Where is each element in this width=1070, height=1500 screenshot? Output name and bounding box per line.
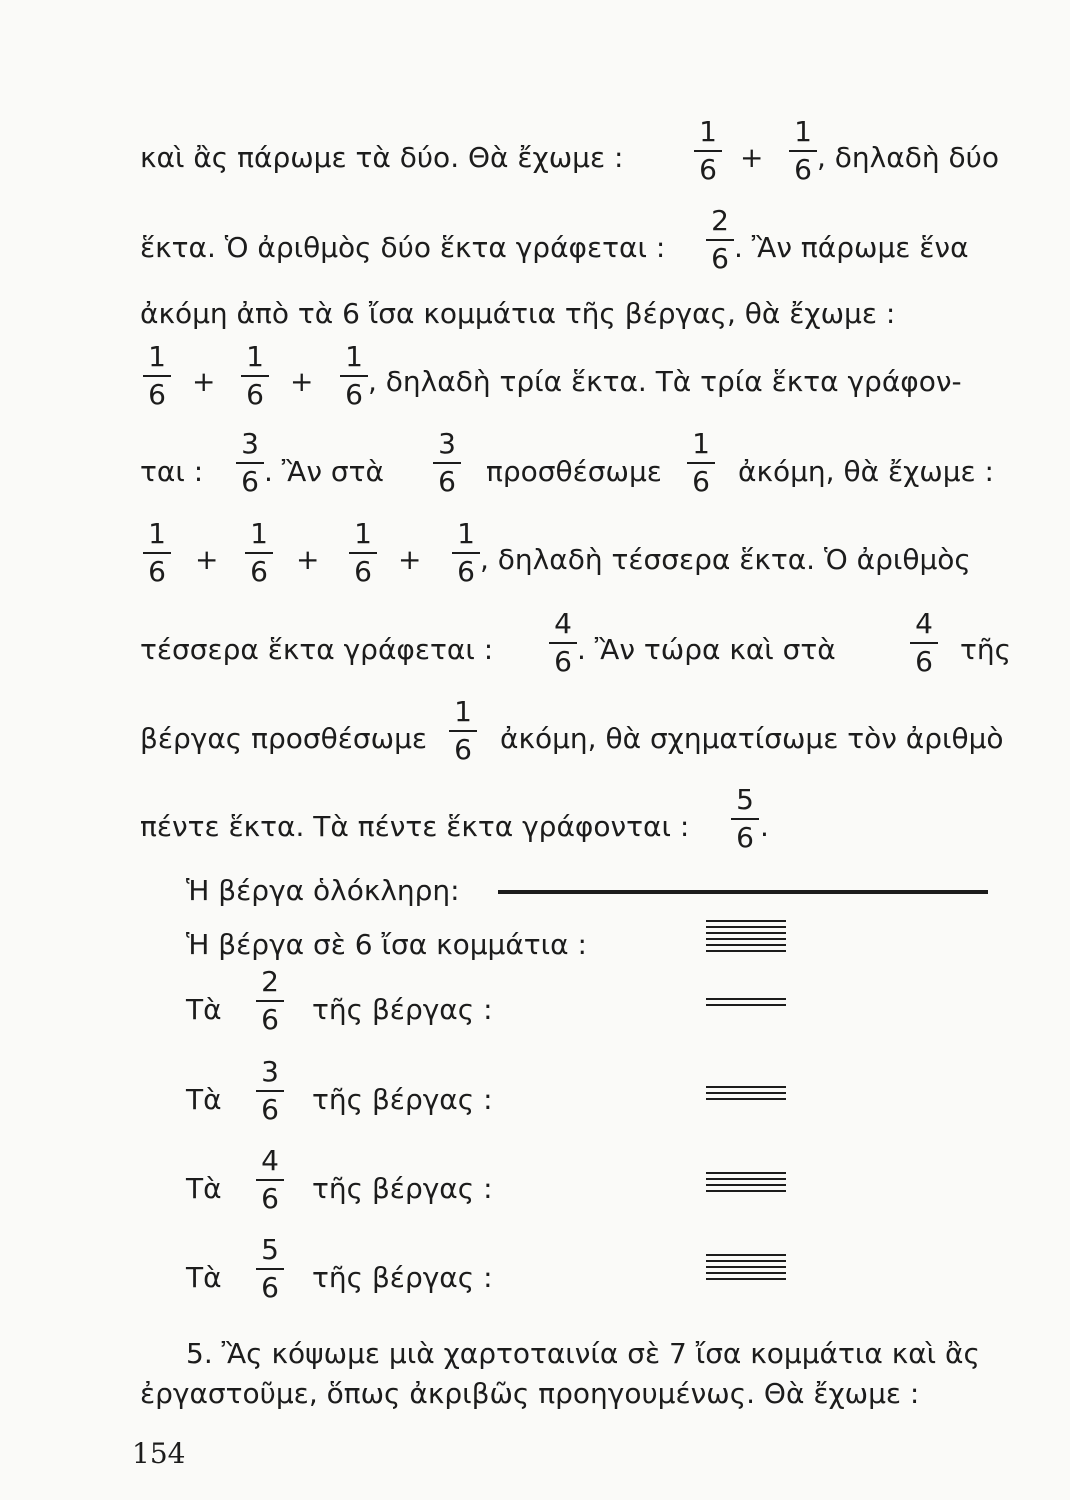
text-line-7a: τέσσερα ἕκτα γράφεται :: [140, 633, 494, 666]
fraction-2-6: 2 6: [706, 207, 734, 273]
legend-six-label: Ἡ βέργα σὲ 6 ἴσα κομμάτια :: [186, 928, 587, 961]
fraction-1-6: 1 6: [245, 520, 273, 586]
fraction-4-6: 4 6: [910, 610, 938, 676]
text-line-10: 5. Ἂς κόψωμε μιὰ χαρτοταινία σὲ 7 ἴσα κομμάτια καὶ ἂς: [186, 1337, 980, 1370]
text-line-9a: πέντε ἕκτα. Τὰ πέντε ἕκτα γράφονται :: [140, 810, 690, 843]
text-line-2b: . Ἂν πάρωμε ἕνα: [734, 231, 969, 264]
fraction-3-6: 3 6: [433, 430, 461, 496]
fraction-5-6: 5 6: [256, 1236, 284, 1302]
text-line-5b: . Ἂν στὰ: [264, 455, 384, 488]
rod-six-pieces: [706, 920, 786, 956]
rod-four-pieces: [706, 1172, 786, 1196]
fraction-1-6: 1 6: [789, 118, 817, 184]
text-line-1b: , δηλαδὴ δύο: [817, 141, 999, 174]
plus-sign: +: [296, 543, 320, 576]
rod-two-pieces: [706, 998, 786, 1010]
fraction-1-6: 1 6: [241, 343, 269, 409]
fraction-1-6: 1 6: [349, 520, 377, 586]
fraction-1-6: 1 6: [452, 520, 480, 586]
plus-sign: +: [195, 543, 219, 576]
whole-rod-bar: [498, 890, 988, 894]
fraction-1-6: 1 6: [143, 343, 171, 409]
legend-tis: τῆς βέργας :: [312, 1083, 493, 1116]
text-line-5d: ἀκόμη, θὰ ἔχωμε :: [738, 455, 994, 488]
fraction-1-6: 1 6: [340, 343, 368, 409]
plus-sign: +: [290, 365, 314, 398]
text-line-8b: ἀκόμη, θὰ σχηματίσωμε τὸν ἀριθμὸ: [500, 722, 1004, 755]
text-line-4: , δηλαδὴ τρία ἕκτα. Τὰ τρία ἕκτα γράφον-: [368, 365, 962, 398]
text-line-8a: βέργας προσθέσωμε: [140, 722, 428, 755]
text-line-5c: προσθέσωμε: [486, 455, 662, 488]
legend-tis: τῆς βέργας :: [312, 1261, 493, 1294]
fraction-1-6: 1 6: [449, 698, 477, 764]
fraction-3-6: 3 6: [236, 430, 264, 496]
plus-sign: +: [192, 365, 216, 398]
text-line-9b: .: [760, 810, 769, 843]
legend-whole-label: Ἡ βέργα ὁλόκληρη:: [186, 874, 460, 907]
fraction-4-6: 4 6: [256, 1147, 284, 1213]
fraction-3-6: 3 6: [256, 1058, 284, 1124]
fraction-5-6: 5 6: [731, 786, 759, 852]
plus-sign: +: [398, 543, 422, 576]
legend-ta: Τὰ: [186, 993, 222, 1026]
text-line-6: , δηλαδὴ τέσσερα ἕκτα. Ὁ ἀριθμὸς: [480, 543, 971, 576]
fraction-4-6: 4 6: [549, 610, 577, 676]
text-line-2a: ἕκτα. Ὁ ἀριθμὸς δύο ἕκτα γράφεται :: [140, 231, 666, 264]
rod-three-pieces: [706, 1086, 786, 1104]
fraction-2-6: 2 6: [256, 968, 284, 1034]
plus-sign: +: [740, 141, 764, 174]
rod-five-pieces: [706, 1254, 786, 1284]
page-number: 154: [132, 1437, 186, 1470]
legend-tis: τῆς βέργας :: [312, 993, 493, 1026]
text-line-5a: ται :: [140, 455, 204, 488]
text-line-7b: . Ἂν τώρα καὶ στὰ: [577, 633, 836, 666]
text-line-1a: καὶ ἂς πάρωμε τὰ δύο. Θὰ ἔχωμε :: [140, 141, 624, 174]
fraction-1-6: 1 6: [143, 520, 171, 586]
text-line-11: ἐργαστοῦμε, ὅπως ἀκριβῶς προηγουμένως. Θὰ ἔχωμε :: [140, 1377, 920, 1410]
text-line-3: ἀκόμη ἀπὸ τὰ 6 ἴσα κομμάτια τῆς βέργας, θὰ ἔχωμε :: [140, 297, 896, 330]
fraction-1-6: 1 6: [694, 118, 722, 184]
legend-ta: Τὰ: [186, 1261, 222, 1294]
fraction-1-6: 1 6: [687, 430, 715, 496]
legend-ta: Τὰ: [186, 1083, 222, 1116]
text-line-7c: τῆς: [960, 633, 1012, 666]
legend-ta: Τὰ: [186, 1172, 222, 1205]
legend-tis: τῆς βέργας :: [312, 1172, 493, 1205]
